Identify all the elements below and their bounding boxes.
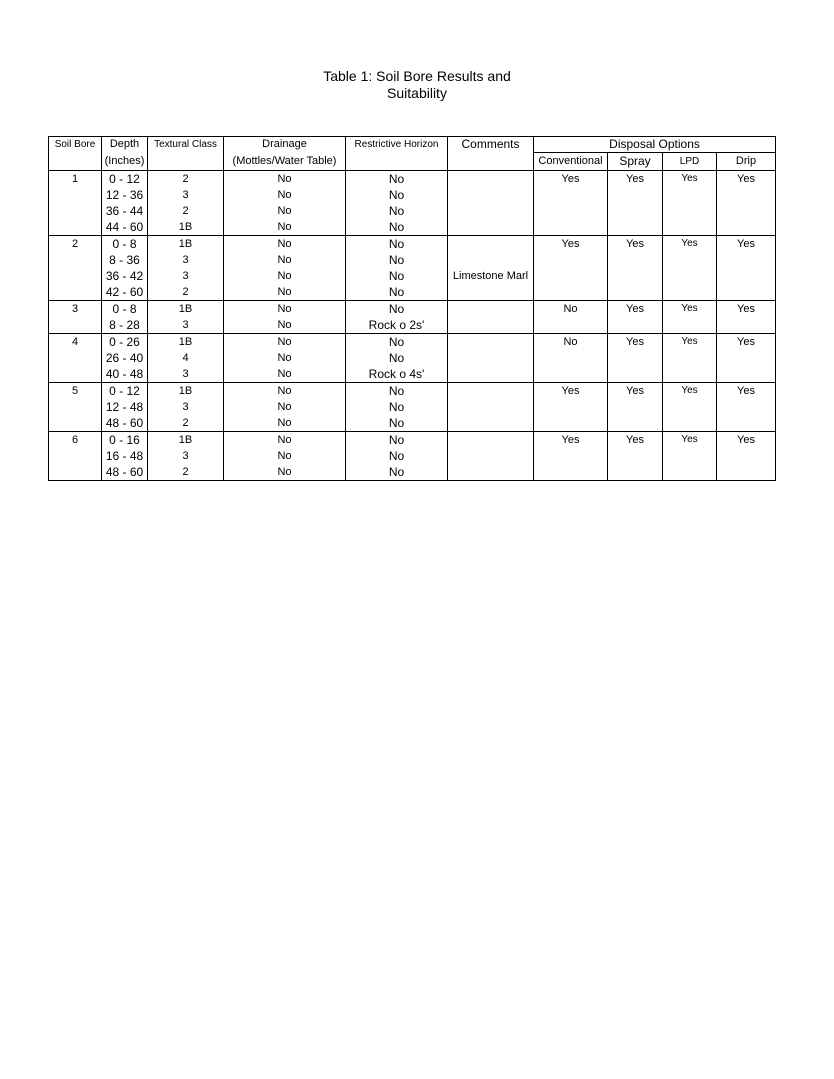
spray-cell: Yes: [608, 334, 663, 351]
textural-class-cell: 2: [148, 171, 224, 188]
comment-cell: [448, 399, 534, 415]
spray-cell: [608, 350, 663, 366]
table-row: [49, 268, 776, 284]
drainage-cell: No: [224, 284, 346, 301]
table-row: [49, 366, 776, 383]
spray-cell: [608, 284, 663, 301]
table-row: [49, 203, 776, 219]
drip-cell: [717, 350, 776, 366]
bore-id: [49, 252, 102, 268]
table-row: [49, 399, 776, 415]
soil-bore-table: [48, 136, 776, 481]
drip-cell: [717, 268, 776, 284]
restrictive-horizon-cell: No: [346, 383, 448, 400]
textural-class-cell: 3: [148, 268, 224, 284]
lpd-cell: Yes: [663, 236, 717, 253]
textural-class-cell: 3: [148, 399, 224, 415]
spray-cell: Yes: [608, 432, 663, 449]
restrictive-horizon-cell: No: [346, 219, 448, 236]
conventional-cell: [534, 219, 608, 236]
comment-cell: [448, 317, 534, 334]
drainage-cell: No: [224, 203, 346, 219]
drainage-cell: No: [224, 301, 346, 318]
depth-cell: 16 - 48: [102, 448, 148, 464]
drip-cell: [717, 366, 776, 383]
spray-cell: Yes: [608, 383, 663, 400]
drainage-cell: No: [224, 334, 346, 351]
lpd-cell: [663, 317, 717, 334]
spray-cell: [608, 187, 663, 203]
table-row: [49, 350, 776, 366]
restrictive-horizon-cell: No: [346, 252, 448, 268]
lpd-cell: [663, 350, 717, 366]
table-row: [49, 383, 776, 400]
bore-id: [49, 203, 102, 219]
header-comments-blank: [448, 153, 534, 171]
textural-class-cell: 3: [148, 366, 224, 383]
spray-cell: [608, 399, 663, 415]
bore-id: [49, 219, 102, 236]
conventional-cell: No: [534, 334, 608, 351]
bore-id: [49, 187, 102, 203]
drainage-cell: No: [224, 187, 346, 203]
comment-cell: [448, 366, 534, 383]
restrictive-horizon-cell: No: [346, 284, 448, 301]
header-class-blank: [148, 153, 224, 171]
header-restrictive-blank: [346, 153, 448, 171]
conventional-cell: Yes: [534, 236, 608, 253]
header-conventional: Conventional: [534, 153, 608, 171]
table-title-line1: Table 1: Soil Bore Results and: [323, 68, 511, 84]
conventional-cell: [534, 350, 608, 366]
comment-cell: Limestone Marl: [448, 268, 534, 284]
restrictive-horizon-cell: Rock o 2s': [346, 317, 448, 334]
spray-cell: [608, 219, 663, 236]
textural-class-cell: 1B: [148, 383, 224, 400]
header-disposal-options: Disposal Options: [534, 137, 776, 153]
lpd-cell: Yes: [663, 171, 717, 188]
drip-cell: [717, 399, 776, 415]
comment-cell: [448, 203, 534, 219]
conventional-cell: [534, 317, 608, 334]
comment-cell: [448, 334, 534, 351]
header-soil-bore-blank: [49, 153, 102, 171]
spray-cell: [608, 203, 663, 219]
restrictive-horizon-cell: No: [346, 415, 448, 432]
bore-id: [49, 317, 102, 334]
lpd-cell: Yes: [663, 432, 717, 449]
bore-id: [49, 268, 102, 284]
lpd-cell: [663, 399, 717, 415]
comment-cell: [448, 432, 534, 449]
table-row: [49, 432, 776, 449]
restrictive-horizon-cell: No: [346, 432, 448, 449]
restrictive-horizon-cell: No: [346, 350, 448, 366]
comment-cell: [448, 301, 534, 318]
bore-id: [49, 366, 102, 383]
drip-cell: [717, 203, 776, 219]
drainage-cell: No: [224, 317, 346, 334]
drip-cell: Yes: [717, 301, 776, 318]
lpd-cell: [663, 415, 717, 432]
lpd-cell: Yes: [663, 334, 717, 351]
conventional-cell: No: [534, 301, 608, 318]
textural-class-cell: 3: [148, 317, 224, 334]
header-drainage-sub: (Mottles/Water Table): [224, 153, 346, 171]
drainage-cell: No: [224, 219, 346, 236]
depth-cell: 42 - 60: [102, 284, 148, 301]
lpd-cell: [663, 187, 717, 203]
conventional-cell: [534, 399, 608, 415]
drainage-cell: No: [224, 171, 346, 188]
drainage-cell: No: [224, 464, 346, 481]
header-depth-unit: (Inches): [102, 153, 148, 171]
depth-cell: 36 - 44: [102, 203, 148, 219]
restrictive-horizon-cell: No: [346, 171, 448, 188]
depth-cell: 0 - 26: [102, 334, 148, 351]
textural-class-cell: 2: [148, 464, 224, 481]
depth-cell: 36 - 42: [102, 268, 148, 284]
table-row: [49, 334, 776, 351]
drainage-cell: No: [224, 383, 346, 400]
bore-id: 1: [49, 171, 102, 188]
comment-cell: [448, 236, 534, 253]
header-drip: Drip: [717, 153, 776, 171]
drip-cell: Yes: [717, 334, 776, 351]
lpd-cell: [663, 203, 717, 219]
drainage-cell: No: [224, 399, 346, 415]
drainage-cell: No: [224, 432, 346, 449]
bore-id: 3: [49, 301, 102, 318]
conventional-cell: [534, 415, 608, 432]
drainage-cell: No: [224, 268, 346, 284]
header-depth: Depth: [102, 137, 148, 153]
depth-cell: 8 - 36: [102, 252, 148, 268]
textural-class-cell: 1B: [148, 334, 224, 351]
depth-cell: 40 - 48: [102, 366, 148, 383]
textural-class-cell: 3: [148, 252, 224, 268]
table-title: [0, 68, 834, 102]
table-row: [49, 317, 776, 334]
table-row: [49, 219, 776, 236]
depth-cell: 0 - 8: [102, 301, 148, 318]
comment-cell: [448, 415, 534, 432]
lpd-cell: [663, 284, 717, 301]
restrictive-horizon-cell: No: [346, 448, 448, 464]
comment-cell: [448, 171, 534, 188]
textural-class-cell: 1B: [148, 219, 224, 236]
depth-cell: 44 - 60: [102, 219, 148, 236]
table-row: [49, 448, 776, 464]
drip-cell: Yes: [717, 383, 776, 400]
bore-id: [49, 448, 102, 464]
textural-class-cell: 2: [148, 415, 224, 432]
drainage-cell: No: [224, 448, 346, 464]
drainage-cell: No: [224, 350, 346, 366]
conventional-cell: [534, 187, 608, 203]
conventional-cell: Yes: [534, 171, 608, 188]
textural-class-cell: 1B: [148, 432, 224, 449]
spray-cell: Yes: [608, 301, 663, 318]
drip-cell: Yes: [717, 171, 776, 188]
textural-class-cell: 4: [148, 350, 224, 366]
table-row: [49, 187, 776, 203]
depth-cell: 12 - 36: [102, 187, 148, 203]
lpd-cell: Yes: [663, 383, 717, 400]
bore-id: [49, 415, 102, 432]
spray-cell: [608, 366, 663, 383]
depth-cell: 0 - 12: [102, 383, 148, 400]
conventional-cell: [534, 268, 608, 284]
spray-cell: [608, 415, 663, 432]
drip-cell: [717, 284, 776, 301]
header-restrictive-horizon: Restrictive Horizon: [346, 137, 448, 153]
lpd-cell: [663, 252, 717, 268]
bore-id: [49, 350, 102, 366]
table-title-line2: Suitability: [387, 85, 447, 101]
conventional-cell: [534, 448, 608, 464]
comment-cell: [448, 252, 534, 268]
textural-class-cell: 1B: [148, 236, 224, 253]
depth-cell: 48 - 60: [102, 464, 148, 481]
comment-cell: [448, 464, 534, 481]
conventional-cell: [534, 203, 608, 219]
drainage-cell: No: [224, 236, 346, 253]
bore-id: 6: [49, 432, 102, 449]
table-row: [49, 236, 776, 253]
drip-cell: Yes: [717, 432, 776, 449]
drainage-cell: No: [224, 366, 346, 383]
drip-cell: [717, 317, 776, 334]
comment-cell: [448, 383, 534, 400]
depth-cell: 26 - 40: [102, 350, 148, 366]
comment-cell: [448, 219, 534, 236]
bore-id: [49, 464, 102, 481]
conventional-cell: [534, 366, 608, 383]
spray-cell: [608, 268, 663, 284]
restrictive-horizon-cell: No: [346, 399, 448, 415]
restrictive-horizon-cell: No: [346, 334, 448, 351]
restrictive-horizon-cell: No: [346, 203, 448, 219]
restrictive-horizon-cell: No: [346, 236, 448, 253]
lpd-cell: [663, 366, 717, 383]
textural-class-cell: 2: [148, 284, 224, 301]
textural-class-cell: 1B: [148, 301, 224, 318]
drainage-cell: No: [224, 415, 346, 432]
bore-id: 4: [49, 334, 102, 351]
restrictive-horizon-cell: No: [346, 187, 448, 203]
header-drainage: Drainage: [224, 137, 346, 153]
depth-cell: 12 - 48: [102, 399, 148, 415]
table-row: [49, 252, 776, 268]
table-row: [49, 284, 776, 301]
restrictive-horizon-cell: Rock o 4s': [346, 366, 448, 383]
conventional-cell: Yes: [534, 432, 608, 449]
lpd-cell: Yes: [663, 301, 717, 318]
bore-id: [49, 399, 102, 415]
textural-class-cell: 3: [148, 187, 224, 203]
spray-cell: [608, 317, 663, 334]
depth-cell: 8 - 28: [102, 317, 148, 334]
drainage-cell: No: [224, 252, 346, 268]
lpd-cell: [663, 268, 717, 284]
drip-cell: [717, 187, 776, 203]
textural-class-cell: 2: [148, 203, 224, 219]
spray-cell: [608, 448, 663, 464]
bore-id: [49, 284, 102, 301]
conventional-cell: Yes: [534, 383, 608, 400]
lpd-cell: [663, 448, 717, 464]
restrictive-horizon-cell: No: [346, 268, 448, 284]
conventional-cell: [534, 464, 608, 481]
drip-cell: [717, 448, 776, 464]
conventional-cell: [534, 252, 608, 268]
spray-cell: [608, 464, 663, 481]
restrictive-horizon-cell: No: [346, 464, 448, 481]
drip-cell: [717, 219, 776, 236]
depth-cell: 0 - 12: [102, 171, 148, 188]
depth-cell: 48 - 60: [102, 415, 148, 432]
comment-cell: [448, 350, 534, 366]
restrictive-horizon-cell: No: [346, 301, 448, 318]
header-spray: Spray: [608, 153, 663, 171]
table-row: [49, 171, 776, 188]
header-soil-bore: Soil Bore: [49, 137, 102, 153]
spray-cell: Yes: [608, 171, 663, 188]
lpd-cell: [663, 464, 717, 481]
header-lpd: LPD: [663, 153, 717, 171]
drip-cell: [717, 252, 776, 268]
depth-cell: 0 - 8: [102, 236, 148, 253]
bore-id: 2: [49, 236, 102, 253]
header-textural-class: Textural Class: [148, 137, 224, 153]
drip-cell: [717, 464, 776, 481]
comment-cell: [448, 187, 534, 203]
comment-cell: [448, 448, 534, 464]
table-row: [49, 415, 776, 432]
lpd-cell: [663, 219, 717, 236]
spray-cell: [608, 252, 663, 268]
conventional-cell: [534, 284, 608, 301]
depth-cell: 0 - 16: [102, 432, 148, 449]
textural-class-cell: 3: [148, 448, 224, 464]
table-row: [49, 301, 776, 318]
bore-id: 5: [49, 383, 102, 400]
spray-cell: Yes: [608, 236, 663, 253]
drip-cell: [717, 415, 776, 432]
header-comments: Comments: [448, 137, 534, 153]
drip-cell: Yes: [717, 236, 776, 253]
table-row: [49, 464, 776, 481]
comment-cell: [448, 284, 534, 301]
